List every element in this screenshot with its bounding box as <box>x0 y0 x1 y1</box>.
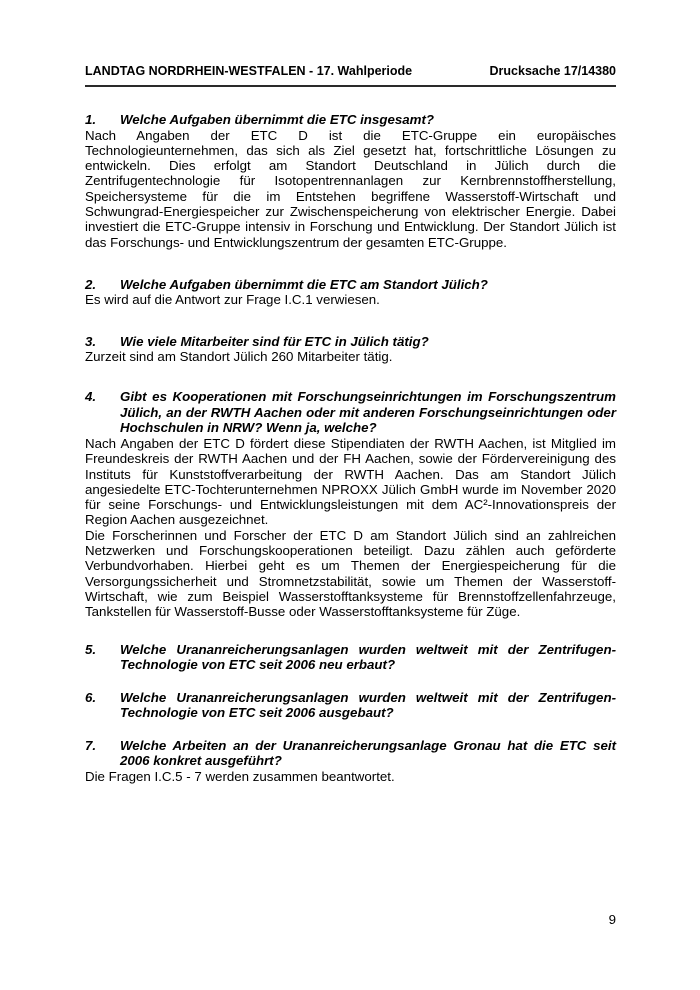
answer-paragraph: Die Fragen I.C.5 - 7 werden zusammen beantwortet. <box>85 768 395 784</box>
question-text: Welche Urananreicherungsanlagen wurden weltweit mit der Zentrifugen-Technologie von ETC seit 2006 neu erbaut? <box>120 641 616 673</box>
question-number: 6. <box>85 689 97 705</box>
answer-paragraph: Zurzeit sind am Standort Jülich 260 Mitarbeiter tätig. <box>85 349 393 365</box>
question-number: 4. <box>85 389 97 405</box>
question-text: Welche Aufgaben übernimmt die ETC am Standort Jülich? <box>120 276 488 292</box>
question-number: 5. <box>85 641 97 657</box>
question-number: 3. <box>85 333 97 349</box>
question-number: 7. <box>85 737 97 753</box>
header-document-number: Drucksache 17/14380 <box>489 64 616 78</box>
question-heading-6 <box>85 690 616 721</box>
question-heading-7 <box>85 738 616 769</box>
answer-paragraph: Die Forscherinnen und Forscher der ETC D am Standort Jülich sind an zahlreichen Netzwerken und Forschungskooperationen beteiligt. Dazu zählen auch geförderte Verbundvorhaben. Hierbei geht es um Themen der Energiespeicherung für die Versorgungssicherheit und Stromnetzstabilität, sowie um Themen der Wasserstoff-Wirtschaft, wie zum Beispiel Wasserstofftanksysteme für Brennstoffzellenfahrzeuge, Tankstellen für Wasserstoff-Busse oder Wasserstofftanksysteme für Züge. <box>85 527 616 620</box>
answer-paragraph: Es wird auf die Antwort zur Frage I.C.1 verwiesen. <box>85 292 380 308</box>
question-number: 2. <box>85 276 97 292</box>
question-text: Wie viele Mitarbeiter sind für ETC in Jülich tätig? <box>120 333 429 349</box>
question-text: Gibt es Kooperationen mit Forschungseinrichtungen im Forschungszentrum Jülich, an der RWTH Aachen oder mit anderen Forschungseinrichtungen oder Hochschulen in NRW? Wenn ja, welche? <box>120 389 616 436</box>
answer-paragraph: Nach Angaben der ETC D fördert diese Stipendiaten der RWTH Aachen, ist Mitglied im Freundeskreis der RWTH Aachen und der FH Aachen, sowie der Fördervereinigung des Instituts für Kunststoffverarbeitung der RWTH Aachen. Das am Standort Jülich angesiedelte ETC-Tochterunternehmen NPROXX Jülich GmbH wurde im November 2020 für seine Forschungs- und Entwicklungsleistungen mit dem AC²-Innovationspreis der Region Aachen ausgezeichnet. <box>85 435 616 528</box>
document-header <box>85 64 616 87</box>
question-number: 1. <box>85 112 97 127</box>
header-title: LANDTAG NORDRHEIN-WESTFALEN - 17. Wahlperiode <box>85 64 413 78</box>
page-number: 9 <box>608 912 616 927</box>
question-text: Welche Aufgaben übernimmt die ETC insgesamt? <box>120 112 435 127</box>
question-heading-4 <box>85 389 616 436</box>
question-heading-1 <box>85 112 616 128</box>
question-text: Welche Urananreicherungsanlagen wurden weltweit mit der Zentrifugen-Technologie von ETC seit 2006 ausgebaut? <box>120 689 616 721</box>
question-heading-3 <box>85 334 616 350</box>
question-text: Welche Arbeiten an der Urananreicherungsanlage Gronau hat die ETC seit 2006 konkret ausgeführt? <box>120 737 616 769</box>
question-heading-5 <box>85 642 616 673</box>
question-heading-2 <box>85 277 616 293</box>
answer-paragraph: Nach Angaben der ETC D ist die ETC-Gruppe ein europäisches Technologieunternehmen, das sich als Ziel gesetzt hat, fortschrittliche Lösungen zu entwickeln. Dies erfolgt am Standort Deutschland in Jülich durch die Zentrifugentechnologie für Isotopentrennanlagen zur Kernbrennstoffherstellung, Speichersysteme für die im Entstehen begriffene Wasserstoff-Wirtschaft und Schwungrad-Energiespeicher zur Zwischenspeicherung von elektrischer Energie. Dabei investiert die ETC-Gruppe intensiv in Forschung und Entwicklung. Der Standort Jülich ist das Forschungs- und Entwicklungszentrum der gesamten ETC-Gruppe. <box>85 127 616 250</box>
